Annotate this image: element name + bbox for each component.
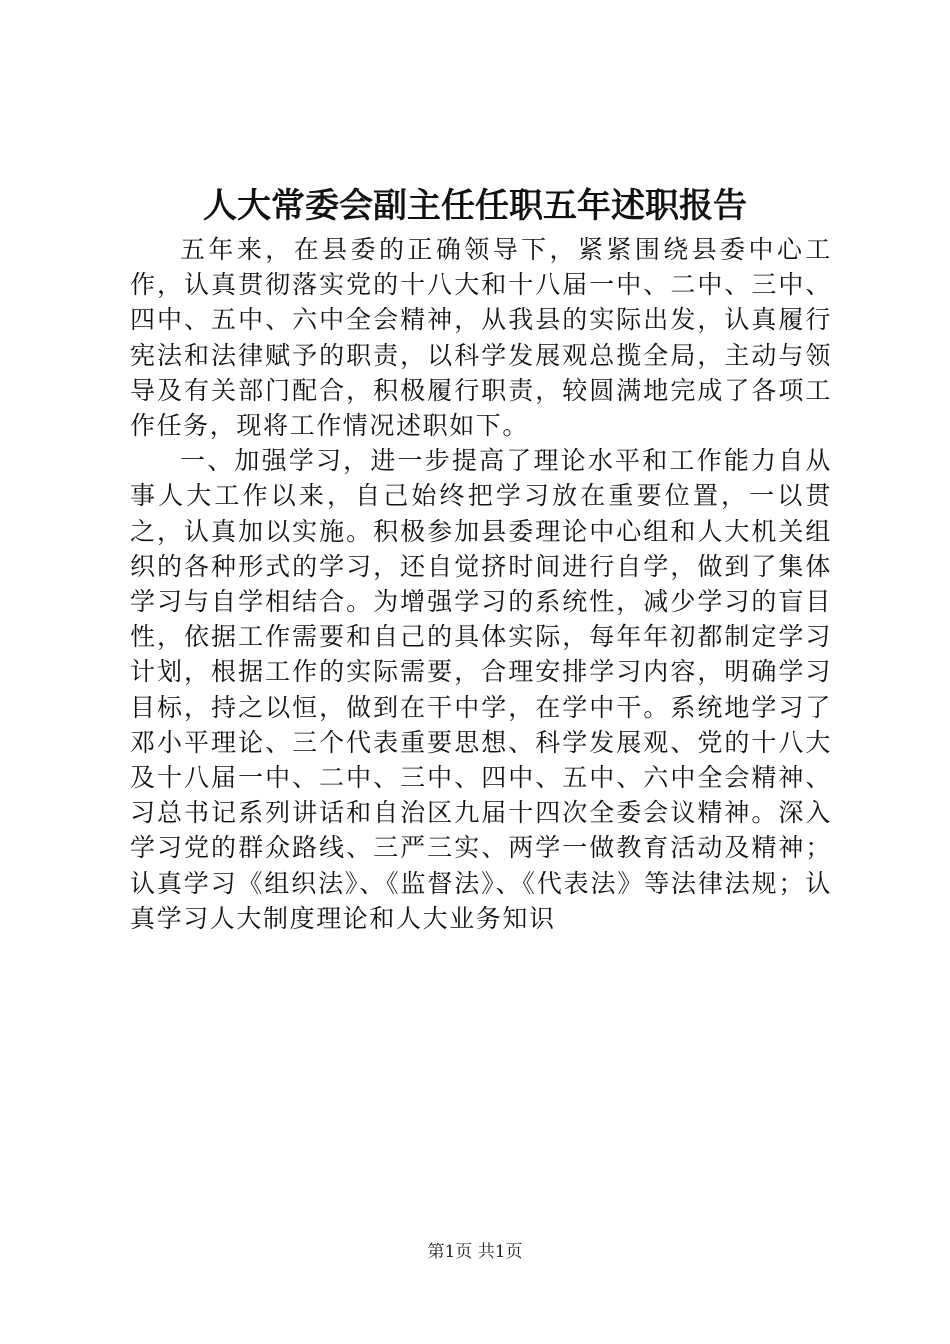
paragraph-section-one: 一、加强学习，进一步提高了理论水平和工作能力自从事人大工作以来，自己始终把学习放在重要位置，一以贯之，认真加以实施。积极参加县委理论中心组和人大机关组织的各种形式的学习，还自觉挤时间进行自学，做到了集体学习与自学相结合。为增强学习的系统性，减少学习的盲目性，依据工作需要和自己的具体实际，每年年初都制定学习计划，根据工作的实际需要，合理安排学习内容，明确学习目标，持之以恒，做到在干中学，在学中干。系统地学习了邓小平理论、三个代表重要思想、科学发展观、党的十八大及十八届一中、二中、三中、四中、五中、六中全会精神、习总书记系列讲话和自治区九届十四次全委会议精神。深入学习党的群众路线、三严三实、两学一做教育活动及精神；认真学习《组织法》、《监督法》、《代表法》等法律法规；认真学习人大制度理论和人大业务知识	[130, 446, 832, 933]
paragraph-intro: 五年来，在县委的正确领导下，紧紧围绕县委中心工作，认真贯彻落实党的十八大和十八届一中、二中、三中、四中、五中、六中全会精神，从我县的实际出发，认真履行宪法和法律赋予的职责，以科学发展观总揽全局，主动与领导及有关部门配合，积极履行职责，较圆满地完成了各项工作任务，现将工作情况述职如下。	[130, 235, 832, 441]
document-body	[130, 232, 832, 936]
document-title: 人大常委会副主任任职五年述职报告	[203, 186, 747, 226]
page-number-footer: 第1页 共1页	[427, 1242, 523, 1262]
